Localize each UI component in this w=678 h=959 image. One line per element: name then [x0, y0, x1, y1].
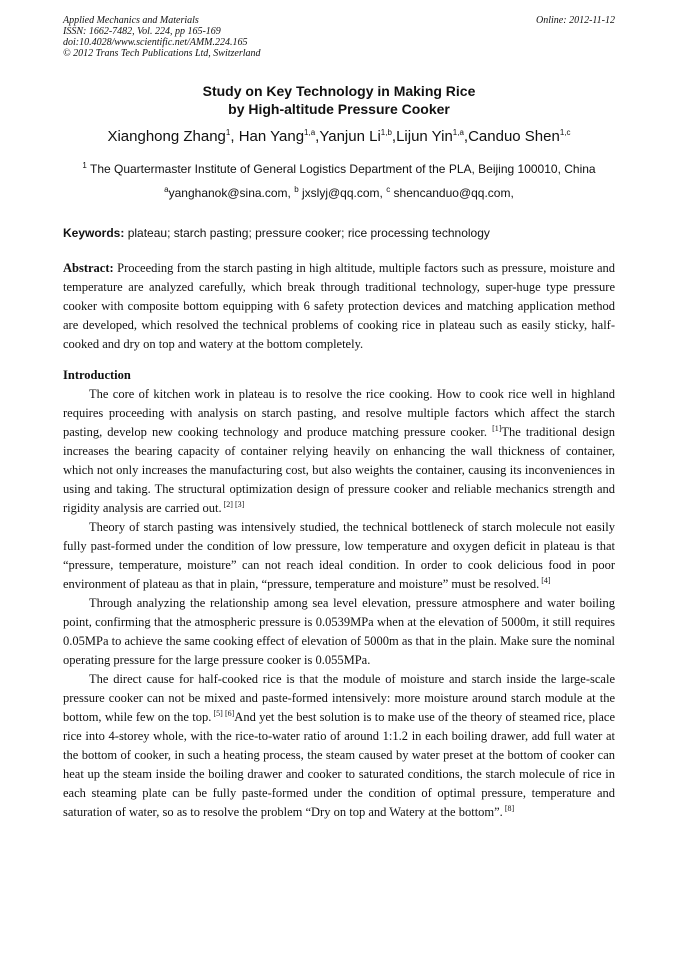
keywords-label: Keywords: [63, 226, 125, 240]
affiliation [63, 162, 615, 177]
paragraph [63, 518, 615, 594]
email-text: jxslyj@qq.com, [298, 186, 387, 200]
email-sup: c [386, 185, 391, 194]
email-text: shencanduo@qq.com, [390, 186, 514, 200]
introduction-body [63, 385, 615, 822]
paragraph [63, 385, 615, 518]
paper-title [63, 82, 615, 118]
paragraph-text: Through analyzing the relationship among sea level elevation, pressure atmosphere and water boiling point, confirming that the atmospheric pressure is 0.0539MPa when at the elevation of 5000m, it still requires 0.05MPa to achieve the same cooking effect of elevation of 5000m as that in the plain. Make sure the nominal operating pressure for the large pressure cooker is 0.055MPa. [63, 596, 615, 667]
paragraph [63, 670, 615, 822]
citation: [2] [3] [221, 499, 245, 509]
author-name: Canduo Shen [468, 128, 560, 145]
title-line-2: by High-altitude Pressure Cooker [228, 101, 450, 117]
paragraph [63, 594, 615, 670]
copyright-line: © 2012 Trans Tech Publications Ltd, Switzerland [63, 48, 261, 59]
online-date: Online: 2012-11-12 [536, 15, 615, 26]
author-list: Xianghong Zhang$^1$, Han Yang$^{1,a}$,Yanjun Li$^{1,b}$,Lijun Yin$^{1,a}$,Canduo Shen$^{1,c}$ [107, 128, 571, 145]
email-sup: a [164, 185, 169, 194]
paragraph-text: The core of kitchen work in plateau is to resolve the rice cooking. How to cook rice well in highland requires proceeding with analysis on starch pasting, and resolve multiple factors which affect the starch pasting, develop new cooking technology and produce matching pressure cooker. [63, 387, 615, 439]
citation: [8] [502, 803, 515, 813]
paragraph-text: The traditional design increases the bearing capacity of container relying heavily on enhancing the wall thickness of container, which not only increases the manufacturing cost, but also weights the container, causing its inconveniences in using and taking. The structural optimization design of pressure cooker and reliable mechanics strength and rigidity analysis are carried out. [63, 425, 615, 515]
abstract [63, 259, 615, 354]
author-sup: 1,b [380, 128, 392, 137]
abstract-text: Proceeding from the starch pasting in high altitude, multiple factors such as pressure, moisture and temperature are analyzed carefully, which break through traditional technology, super-huge type pressure cooker with composite bottom equipping with 6 safety protection devices and matching application method are developed, which resolved the technical problems of cooking rice in plateau such as easily sticky, half-cooked and dry on top and watery at the bottom completely. [63, 261, 615, 351]
email-sup: b [294, 185, 299, 194]
keywords [63, 226, 615, 241]
citation: [4] [539, 575, 551, 585]
author-sup: 1,c [559, 128, 571, 137]
email-list [63, 186, 615, 201]
keywords-text: plateau; starch pasting; pressure cooker; rice processing technology [124, 226, 490, 240]
issn-line: ISSN: 1662-7482, Vol. 224, pp 165-169 [63, 26, 221, 37]
section-heading-introduction: Introduction [63, 368, 131, 382]
paragraph-text: And yet the best solution is to make use of the theory of steamed rice, place rice into 4-storey whole, with the rice-to-water ratio of around 1:1.2 in each boiling drawer, add full water at the bottom of cooker, in such a heating process, the steam caused by water preset at the bottom of cooker can heat up the steam inside the boiling drawer and cooker to saturated conditions, the starch molecule of rice in each steaming plate can be fully paste-formed under the condition of optimal pressure, temperature and saturation of water, so as to resolve the problem “Dry on top and Watery at the bottom”. [63, 710, 615, 819]
citation: [1] [492, 423, 502, 433]
doi-line: doi:10.4028/www.scientific.net/AMM.224.165 [63, 37, 248, 48]
author-name: Han Yang [238, 128, 305, 145]
affiliation-text: The Quartermaster Institute of General Logistics Department of the PLA, Beijing 100010, China [89, 162, 596, 176]
author-name: Yanjun Li [319, 128, 381, 145]
paragraph-text: Theory of starch pasting was intensively studied, the technical bottleneck of starch molecule not easily fully past-formed under the condition of low pressure, low temperature and oxygen deficit in plateau is that “pressure, temperature, moisture” can not reach ideal condition. In order to cook delicious food in poor environment of plateau as that in plain, “pressure, temperature and moisture” must be resolved. [63, 520, 615, 591]
journal-name: Applied Mechanics and Materials [63, 15, 199, 26]
author-name: Xianghong Zhang [107, 128, 226, 145]
affiliation-sup: 1 [82, 161, 87, 170]
journal-header [63, 15, 615, 59]
abstract-label: Abstract: [63, 261, 114, 275]
author-sup: 1,a [452, 128, 464, 137]
citation: [5] [6] [211, 708, 235, 718]
author-sup: 1,a [304, 128, 316, 137]
author-sup: 1 [225, 128, 231, 137]
title-line-1: Study on Key Technology in Making Rice [202, 83, 476, 99]
email-text: yanghanok@sina.com, [168, 186, 295, 200]
paragraph-text: The direct cause for half-cooked rice is that the module of moisture and starch inside the large-scale pressure cooker can not be mixed and paste-formed intensively: more moisture around starch module at the bottom, while few on the top. [63, 672, 615, 724]
author-name: Lijun Yin [396, 128, 453, 145]
